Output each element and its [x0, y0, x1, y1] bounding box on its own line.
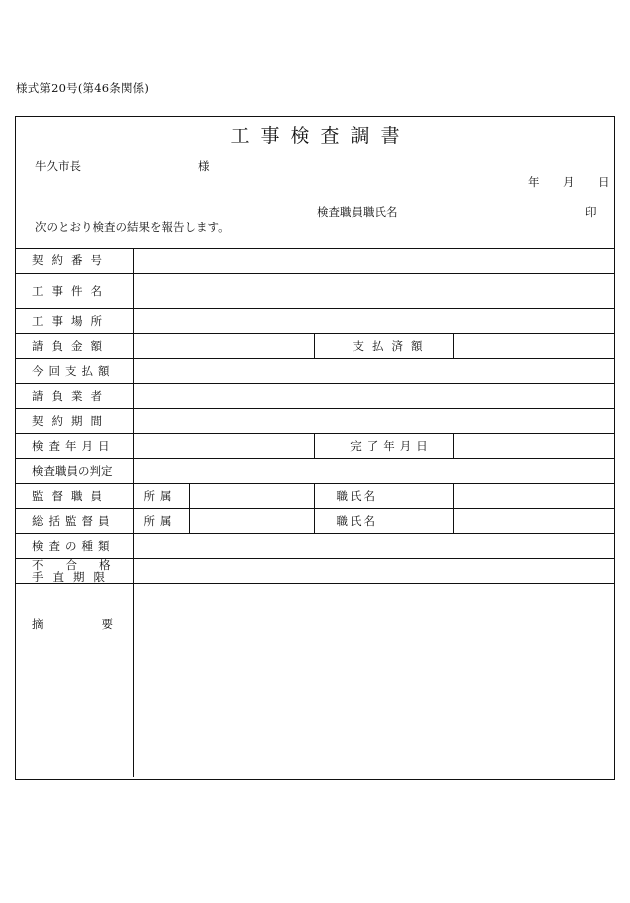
completion-date-label: 完了年月日 [314, 433, 453, 458]
contract-period-label: 契約期間 [16, 408, 133, 433]
supervisor-name-title-label: 職氏名 [314, 483, 453, 508]
failure-label-line1: 不合格 [32, 557, 133, 572]
supervisor-affiliation-value[interactable] [189, 483, 314, 508]
contract-amount-label: 請負金額 [16, 333, 133, 358]
table-row [16, 358, 614, 383]
supervisor-affiliation-label: 所属 [133, 483, 189, 508]
paid-amount-value[interactable] [453, 333, 614, 358]
current-payment-label: 今回支払額 [16, 358, 133, 383]
form-title: 工事検査調書 [230, 125, 411, 147]
contractor-value[interactable] [133, 383, 614, 408]
contractor-label: 請負業者 [16, 383, 133, 408]
general-supervisor-affiliation-label: 所属 [133, 508, 189, 533]
inspection-date-value[interactable] [133, 433, 314, 458]
table-row [16, 583, 614, 777]
current-payment-value[interactable] [133, 358, 614, 383]
seal-mark: 印 [585, 205, 597, 219]
table-row [16, 273, 614, 308]
table-row [16, 383, 614, 408]
form-table [16, 248, 614, 777]
table-row [16, 308, 614, 333]
general-supervisor-label: 総括監督員 [16, 508, 133, 533]
table-row [16, 483, 614, 508]
work-name-value[interactable] [133, 273, 614, 308]
inspector-judgment-value[interactable] [133, 458, 614, 483]
inspection-type-label: 検査の種類 [16, 533, 133, 558]
inspection-report-form [15, 116, 615, 780]
completion-date-value[interactable] [453, 433, 614, 458]
table-row [16, 533, 614, 558]
inspection-type-value[interactable] [133, 533, 614, 558]
supervisor-name-value[interactable] [453, 483, 614, 508]
honorific: 様 [198, 159, 210, 173]
form-number-caption: 様式第20号(第46条関係) [16, 81, 150, 95]
table-row [16, 433, 614, 458]
table-row [16, 558, 614, 583]
inspection-date-label: 検査年月日 [16, 433, 133, 458]
intro-text: 次のとおり検査の結果を報告します。 [35, 220, 230, 234]
summary-label: 摘要 [16, 583, 133, 777]
contract-number-value[interactable] [133, 248, 614, 273]
general-supervisor-name-title-label: 職氏名 [314, 508, 453, 533]
table-row [16, 248, 614, 273]
summary-value[interactable] [133, 583, 614, 777]
table-row [16, 508, 614, 533]
failure-label-line2: 手直期限 [32, 569, 114, 584]
paid-amount-label: 支払済額 [314, 333, 453, 358]
general-supervisor-name-value[interactable] [453, 508, 614, 533]
work-name-label: 工事件名 [16, 273, 133, 308]
contract-number-label: 契約番号 [32, 253, 110, 268]
work-location-label: 工事場所 [16, 308, 133, 333]
failure-deadline-label [16, 558, 133, 583]
date-day-label: 日 [598, 175, 610, 189]
inspector-name-label: 検査職員職氏名 [317, 205, 398, 219]
date-month-label: 月 [563, 175, 575, 189]
table-row [16, 333, 614, 358]
date-year-label: 年 [528, 175, 540, 189]
contract-period-value[interactable] [133, 408, 614, 433]
table-row [16, 408, 614, 433]
form-header [16, 117, 614, 249]
table-row [16, 458, 614, 483]
supervisor-label: 監督職員 [16, 483, 133, 508]
contract-amount-value[interactable] [133, 333, 314, 358]
work-location-value[interactable] [133, 308, 614, 333]
general-supervisor-affiliation-value[interactable] [189, 508, 314, 533]
failure-deadline-value[interactable] [133, 558, 614, 583]
inspector-judgment-label: 検査職員の判定 [16, 458, 133, 483]
addressee: 牛久市長 [35, 159, 81, 173]
